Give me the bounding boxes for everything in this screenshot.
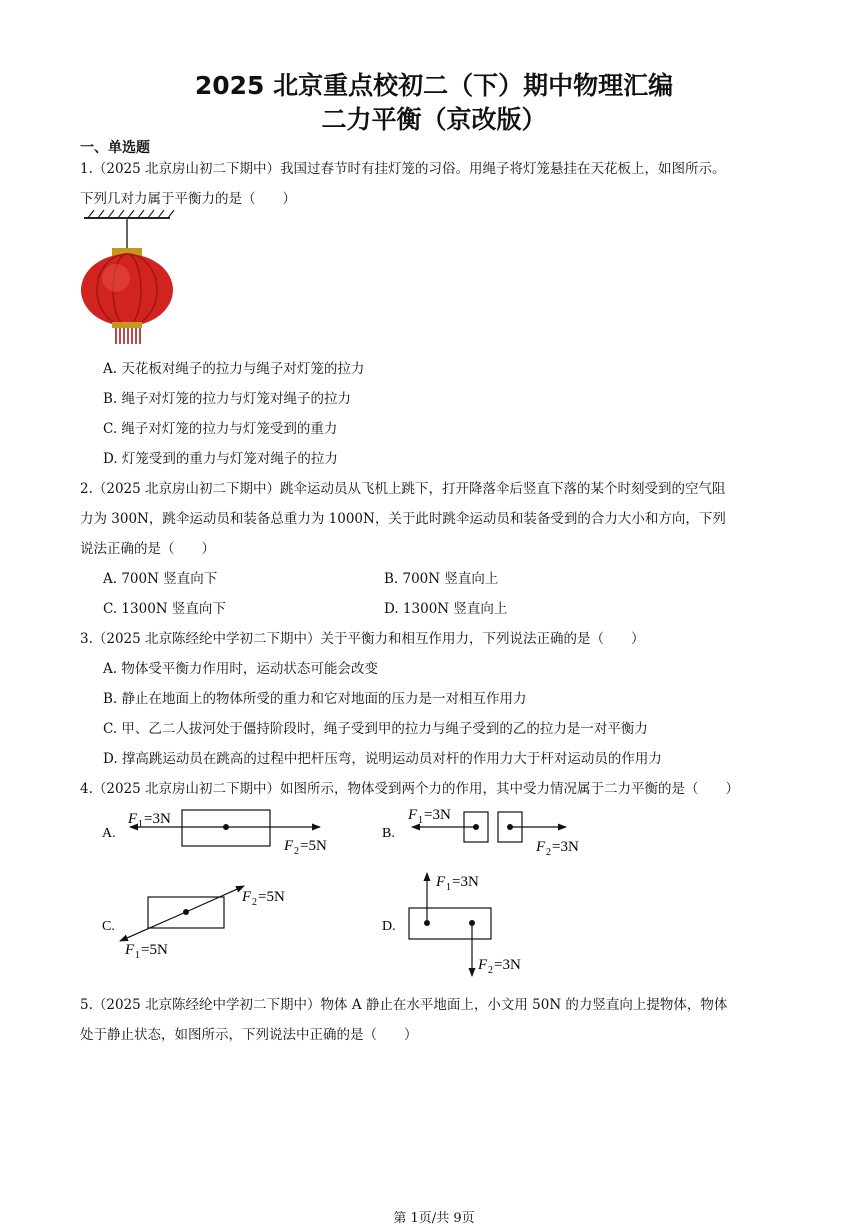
lantern-figure xyxy=(76,208,180,346)
option-d: D. 1300N 竖直向上 xyxy=(384,601,508,617)
svg-text:B.: B. xyxy=(382,826,395,841)
force-diagrams xyxy=(0,800,868,985)
svg-text:1: 1 xyxy=(418,815,423,826)
svg-text:=3N: =3N xyxy=(144,811,171,827)
svg-text:1: 1 xyxy=(446,882,451,893)
diagram-a xyxy=(102,810,327,857)
svg-text:=5N: =5N xyxy=(258,889,285,905)
svg-text:F: F xyxy=(128,811,138,827)
svg-text:=3N: =3N xyxy=(424,807,451,823)
option-b: B. 700N 竖直向上 xyxy=(384,571,499,587)
svg-text:F: F xyxy=(436,874,446,890)
option-c: C. 绳子对灯笼的拉力与灯笼受到的重力 xyxy=(103,421,338,437)
question-3-text: 3.（2025 北京陈经纶中学初二下期中）关于平衡力和相互作用力，下列说法正确的是（ ） xyxy=(80,631,645,647)
option-a: A. 天花板对绳子的拉力与绳子对灯笼的拉力 xyxy=(103,361,365,377)
svg-text:F: F xyxy=(478,957,488,973)
page-footer: 第 1页/共 9页 xyxy=(393,1211,475,1226)
svg-text:2: 2 xyxy=(294,846,299,857)
question-4-text: 4.（2025 北京房山初二下期中）如图所示，物体受到两个力的作用，其中受力情况属于二力平衡的是（ ） xyxy=(80,781,740,797)
option-b: B. 静止在地面上的物体所受的重力和它对地面的压力是一对相互作用力 xyxy=(103,691,527,707)
svg-text:1: 1 xyxy=(135,950,140,961)
option-a: A. 700N 竖直向下 xyxy=(103,571,218,587)
svg-text:=3N: =3N xyxy=(552,839,579,855)
question-1-text: 下列几对力属于平衡力的是（ ） xyxy=(80,191,296,207)
option-b: B. 绳子对灯笼的拉力与灯笼对绳子的拉力 xyxy=(103,391,352,407)
svg-text:F: F xyxy=(125,942,135,958)
question-2-text: 力为 300N，跳伞运动员和装备总重力为 1000N，关于此时跳伞运动员和装备受到的合力大小和方向，下列 xyxy=(80,511,726,527)
question-1-text: 1.（2025 北京房山初二下期中）我国过春节时有挂灯笼的习俗。用绳子将灯笼悬挂在天花板上，如图所示。 xyxy=(80,161,726,177)
question-5-text: 5.（2025 北京陈经纶中学初二下期中）物体 A 静止在水平地面上，小文用 50N 的力竖直向上提物体，物体 xyxy=(80,997,728,1013)
svg-text:C.: C. xyxy=(102,919,115,934)
option-c: C. 1300N 竖直向下 xyxy=(103,601,226,617)
svg-text:F: F xyxy=(536,839,546,855)
diagram-d xyxy=(382,873,521,976)
option-c: C. 甲、乙二人拔河处于僵持阶段时，绳子受到甲的拉力与绳子受到的乙的拉力是一对平衡力 xyxy=(103,721,648,737)
svg-text:1: 1 xyxy=(138,819,143,830)
option-a: A. 物体受平衡力作用时，运动状态可能会改变 xyxy=(103,661,378,677)
option-d: D. 灯笼受到的重力与灯笼对绳子的拉力 xyxy=(103,451,338,467)
svg-text:=3N: =3N xyxy=(494,957,521,973)
svg-text:=5N: =5N xyxy=(141,942,168,958)
svg-text:A.: A. xyxy=(102,826,116,841)
svg-text:2: 2 xyxy=(252,897,257,908)
svg-text:=3N: =3N xyxy=(452,874,479,890)
svg-text:2: 2 xyxy=(546,847,551,858)
svg-text:F: F xyxy=(242,889,252,905)
page-subtitle: 二力平衡（京改版） xyxy=(321,105,547,134)
svg-text:F: F xyxy=(408,807,418,823)
page-title: 2025 北京重点校初二（下）期中物理汇编 xyxy=(194,71,674,100)
question-2-text: 说法正确的是（ ） xyxy=(80,541,215,557)
diagram-b xyxy=(382,807,579,858)
option-d: D. 撑高跳运动员在跳高的过程中把杆压弯，说明运动员对杆的作用力大于杆对运动员的作用力 xyxy=(103,751,662,767)
svg-text:F: F xyxy=(284,838,294,854)
question-5-text: 处于静止状态，如图所示，下列说法中正确的是（ ） xyxy=(80,1027,418,1043)
question-2-text: 2.（2025 北京房山初二下期中）跳伞运动员从飞机上跳下，打开降落伞后竖直下落的某个时刻受到的空气阻 xyxy=(80,481,726,497)
svg-text:D.: D. xyxy=(382,919,396,934)
svg-text:2: 2 xyxy=(488,965,493,976)
diagram-c xyxy=(102,886,285,961)
svg-text:=5N: =5N xyxy=(300,838,327,854)
section-title: 一、单选题 xyxy=(80,140,150,156)
